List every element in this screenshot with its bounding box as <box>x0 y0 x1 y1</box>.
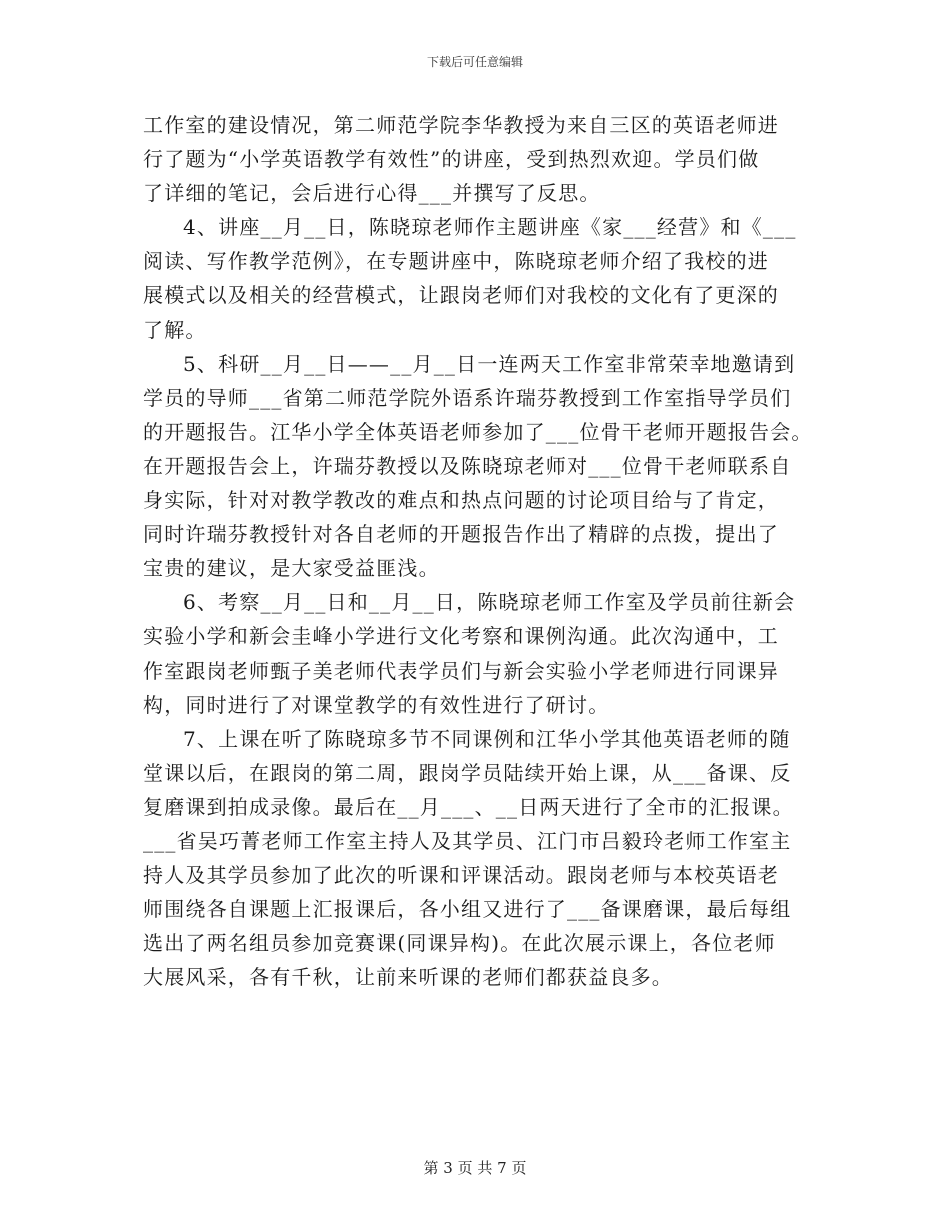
text-line: 阅读、写作教学范例》，在专题讲座中，陈晓琼老师介绍了我校的进 <box>143 249 769 274</box>
text-line: 身实际，针对对教学教改的难点和热点问题的讨论项目给与了肯定， <box>143 488 779 513</box>
header-note: 下载后可任意编辑 <box>426 55 523 69</box>
text-line: ___省吴巧菁老师工作室主持人及其学员、江门市吕毅玲老师工作室主 <box>143 828 792 853</box>
text-line: 学员的导师___省第二师范学院外语系许瑞芬教授到工作室指导学员们 <box>143 385 792 410</box>
text-line: 在开题报告会上，许瑞芬教授以及陈晓琼老师对___位骨干老师联系自 <box>143 453 792 478</box>
text-line: 持人及其学员参加了此次的听课和评课活动。跟岗老师与本校英语老 <box>143 863 779 888</box>
text-line: 行了题为“小学英语教学有效性”的讲座，受到热烈欢迎。学员们做 <box>143 147 760 172</box>
text-line: 实验小学和新会圭峰小学进行文化考察和课例沟通。此次沟通中，工 <box>143 624 779 649</box>
text-line: 展模式以及相关的经营模式，让跟岗老师们对我校的文化有了更深的 <box>143 283 779 308</box>
text-line: 的开题报告。江华小学全体英语老师参加了___位骨干老师开题报告会。 <box>143 419 813 444</box>
text-line: 工作室的建设情况，第二师范学院李华教授为来自三区的英语老师进 <box>143 113 779 137</box>
text-line: 构，同时进行了对课堂教学的有效性进行了研讨。 <box>143 692 610 717</box>
text-line: 作室跟岗老师甄子美老师代表学员们与新会实验小学老师进行同课异 <box>143 658 779 683</box>
text-line: 同时许瑞芬教授针对各自老师的开题报告作出了精辟的点拨，提出了 <box>143 522 779 547</box>
text-line: 堂课以后，在跟岗的第二周，跟岗学员陆续开始上课，从___备课、反 <box>143 760 792 785</box>
paragraph-start-line: 5、科研__月__日——__月__日一连两天工作室非常荣幸地邀请到 <box>183 351 796 376</box>
paragraph-start-line: 6、考察__月__日和__月__日，陈晓琼老师工作室及学员前往新会 <box>183 590 796 615</box>
text-line: 了详细的笔记，会后进行心得___并撰写了反思。 <box>143 181 601 206</box>
paragraph-start-line: 7、上课在听了陈晓琼多节不同课例和江华小学其他英语老师的随 <box>183 726 791 751</box>
paragraph-start-line: 4、讲座__月__日，陈晓琼老师作主题讲座《家___经营》和《___ <box>183 215 797 240</box>
text-line: 大展风采，各有千秋，让前来听课的老师们都获益良多。 <box>143 965 673 990</box>
text-line: 了解。 <box>143 317 207 342</box>
text-line: 选出了两名组员参加竞赛课(同课异构)。在此次展示课上，各位老师 <box>143 931 776 956</box>
text-line: 宝贵的建议，是大家受益匪浅。 <box>143 556 440 581</box>
text-line: 师围绕各自课题上汇报课后，各小组又进行了___备课磨课，最后每组 <box>143 897 792 922</box>
document-body <box>143 108 815 994</box>
page-number: 第 3 页 共 7 页 <box>423 1159 527 1177</box>
text-line: 复磨课到拍成录像。最后在__月___、__日两天进行了全市的汇报课。 <box>143 794 794 819</box>
